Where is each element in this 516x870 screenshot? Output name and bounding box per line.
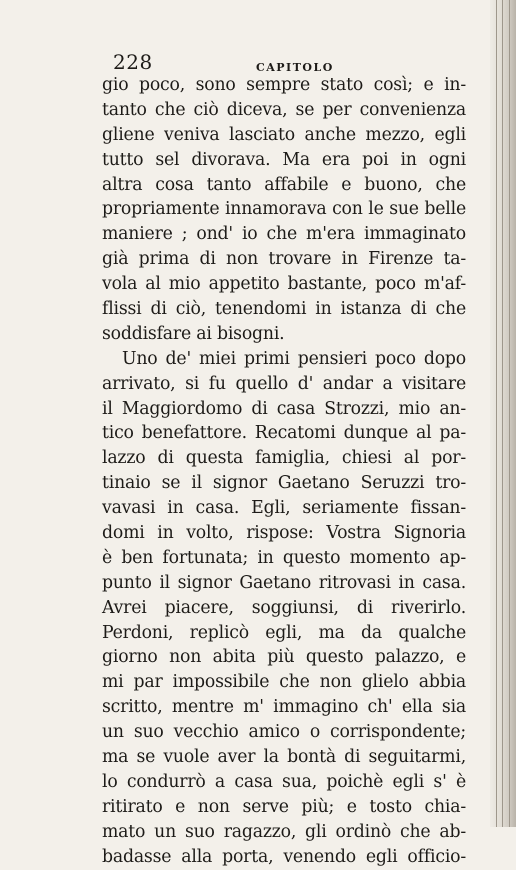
body-text bbox=[102, 73, 466, 870]
text-line: tico benefattore. Recatomi dunque al pa- bbox=[102, 423, 466, 444]
text-line: maniere ; ond' io che m'era immaginato bbox=[102, 224, 466, 245]
text-line: mato un suo ragazzo, gli ordinò che ab- bbox=[102, 821, 466, 842]
edge-line bbox=[502, 0, 503, 827]
text-line: è ben fortunata; in questo momento ap- bbox=[102, 547, 466, 568]
text-line: propriamente innamorava con le sue belle bbox=[102, 199, 466, 220]
edge-line bbox=[509, 0, 510, 827]
text-line: ritirato e non serve più; e tosto chia- bbox=[102, 796, 466, 817]
text-line: ma se vuole aver la bontà di seguitarmi, bbox=[102, 747, 466, 768]
text-line: giorno non abita più questo palazzo, e bbox=[102, 647, 466, 668]
text-line: lo condurrò a casa sua, poichè egli s' è bbox=[102, 771, 466, 792]
text-line: arrivato, si fu quello d' andar a visitare bbox=[102, 373, 466, 394]
text-line: mi par impossibile che non glielo abbia bbox=[102, 672, 466, 693]
text-line: tutto sel divorava. Ma era poi in ogni bbox=[102, 149, 466, 170]
page-number: 228 bbox=[113, 50, 153, 74]
text-line: Avrei piacere, soggiunsi, di riverirlo. bbox=[102, 597, 466, 618]
text-line: vavasi in casa. Egli, seriamente fissan- bbox=[102, 498, 466, 519]
text-line: già prima di non trovare in Firenze ta- bbox=[102, 249, 466, 270]
text-line: altra cosa tanto affabile e buono, che bbox=[102, 174, 466, 195]
text-line: gio poco, sono sempre stato così; e in- bbox=[102, 75, 466, 95]
edge-line bbox=[496, 0, 497, 827]
chapter-title: CAPITOLO bbox=[256, 61, 334, 74]
text-line: scritto, mentre m' immagino ch' ella sia bbox=[102, 697, 466, 718]
paragraph-end-line: soddisfare ai bisogni. bbox=[102, 323, 285, 344]
paragraph-start-line: Uno de' miei primi pensieri poco dopo bbox=[122, 348, 466, 369]
text-line: lazzo di questa famiglia, chiesi al por- bbox=[102, 448, 466, 469]
text-line: punto il signor Gaetano ritrovasi in casa. bbox=[102, 572, 466, 593]
text-line: domi in volto, rispose: Vostra Signoria bbox=[102, 523, 466, 544]
text-line: Perdoni, replicò egli, ma da qualche bbox=[102, 622, 466, 643]
text-line: tanto che ciò diceva, se per convenienza bbox=[102, 99, 466, 120]
text-line: flissi di ciò, tenendomi in istanza di che bbox=[102, 299, 466, 320]
text-line: tinaio se il signor Gaetano Seruzzi tro- bbox=[102, 473, 466, 494]
page-edge bbox=[490, 0, 516, 827]
text-line: gliene veniva lasciato anche mezzo, egli bbox=[102, 124, 466, 145]
text-line: vola al mio appetito bastante, poco m'af- bbox=[102, 274, 466, 295]
text-line: un suo vecchio amico o corrispondente; bbox=[102, 722, 466, 743]
text-line: il Maggiordomo di casa Strozzi, mio an- bbox=[102, 398, 466, 419]
text-line: badasse alla porta, venendo egli officio- bbox=[102, 846, 466, 867]
